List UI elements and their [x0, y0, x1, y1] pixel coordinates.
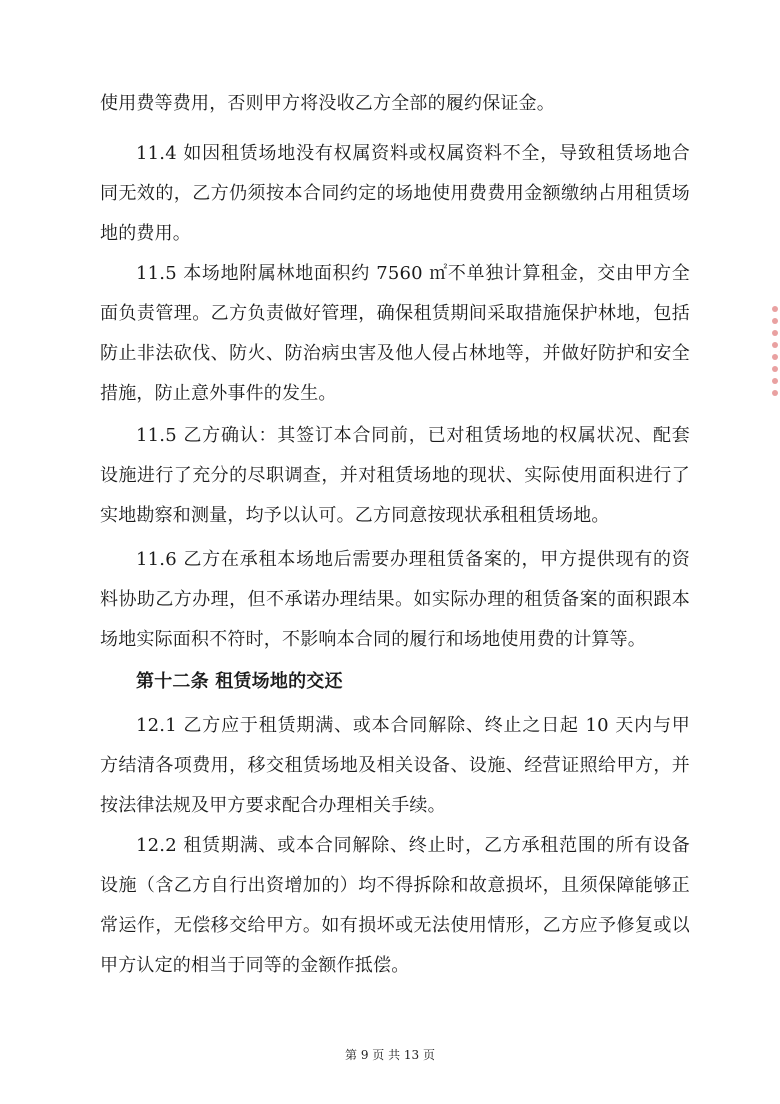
clause-11-5-forest: 11.5 本场地附属林地面积约 7560 ㎡不单独计算租金，交由甲方全面负责管理。乙方负责做好管理，确保租赁期间采取措施保护林地，包括防止非法砍伐、防火、防治病虫害及他人侵占林地等，并做好防护和安全措施，防止意外事件的发生。	[100, 263, 690, 404]
clause-12-1: 12.1 乙方应于租赁期满、或本合同解除、终止之日起 10 天内与甲方结清各项费用，移交租赁场地及相关设备、设施、经营证照给甲方，并按法律法规及甲方要求配合办理相关手续。	[100, 715, 690, 816]
clause-11-4: 11.4 如因租赁场地没有权属资料或权属资料不全，导致租赁场地合同无效的，乙方仍须按本合同约定的场地使用费费用金额缴纳占用租赁场地的费用。	[100, 143, 690, 244]
clause-11-5-confirm: 11.5 乙方确认：其签订本合同前，已对租赁场地的权属状况、配套设施进行了充分的尽职调查，并对租赁场地的现状、实际使用面积进行了实地勘察和测量，均予以认可。乙方同意按现状承租租赁场地。	[100, 425, 690, 526]
seal-edge-mark	[764, 300, 780, 420]
article-12-heading: 第十二条 租赁场地的交还	[136, 671, 343, 692]
paragraph-continuation: 使用费等费用，否则甲方将没收乙方全部的履约保证金。	[100, 93, 555, 114]
clause-12-2: 12.2 租赁期满、或本合同解除、终止时，乙方承租范围的所有设备设施（含乙方自行出资增加的）均不得拆除和故意损坏，且须保障能够正常运作，无偿移交给甲方。如有损坏或无法使用情形，乙方应予修复或以甲方认定的相当于同等的金额作抵偿。	[100, 835, 690, 976]
page-number-footer: 第 9 页 共 13 页	[345, 1048, 435, 1062]
clause-11-6: 11.6 乙方在承租本场地后需要办理租赁备案的，甲方提供现有的资料协助乙方办理，但不承诺办理结果。如实际办理的租赁备案的面积跟本场地实际面积不符时，不影响本合同的履行和场地使用费的计算等。	[100, 549, 690, 650]
